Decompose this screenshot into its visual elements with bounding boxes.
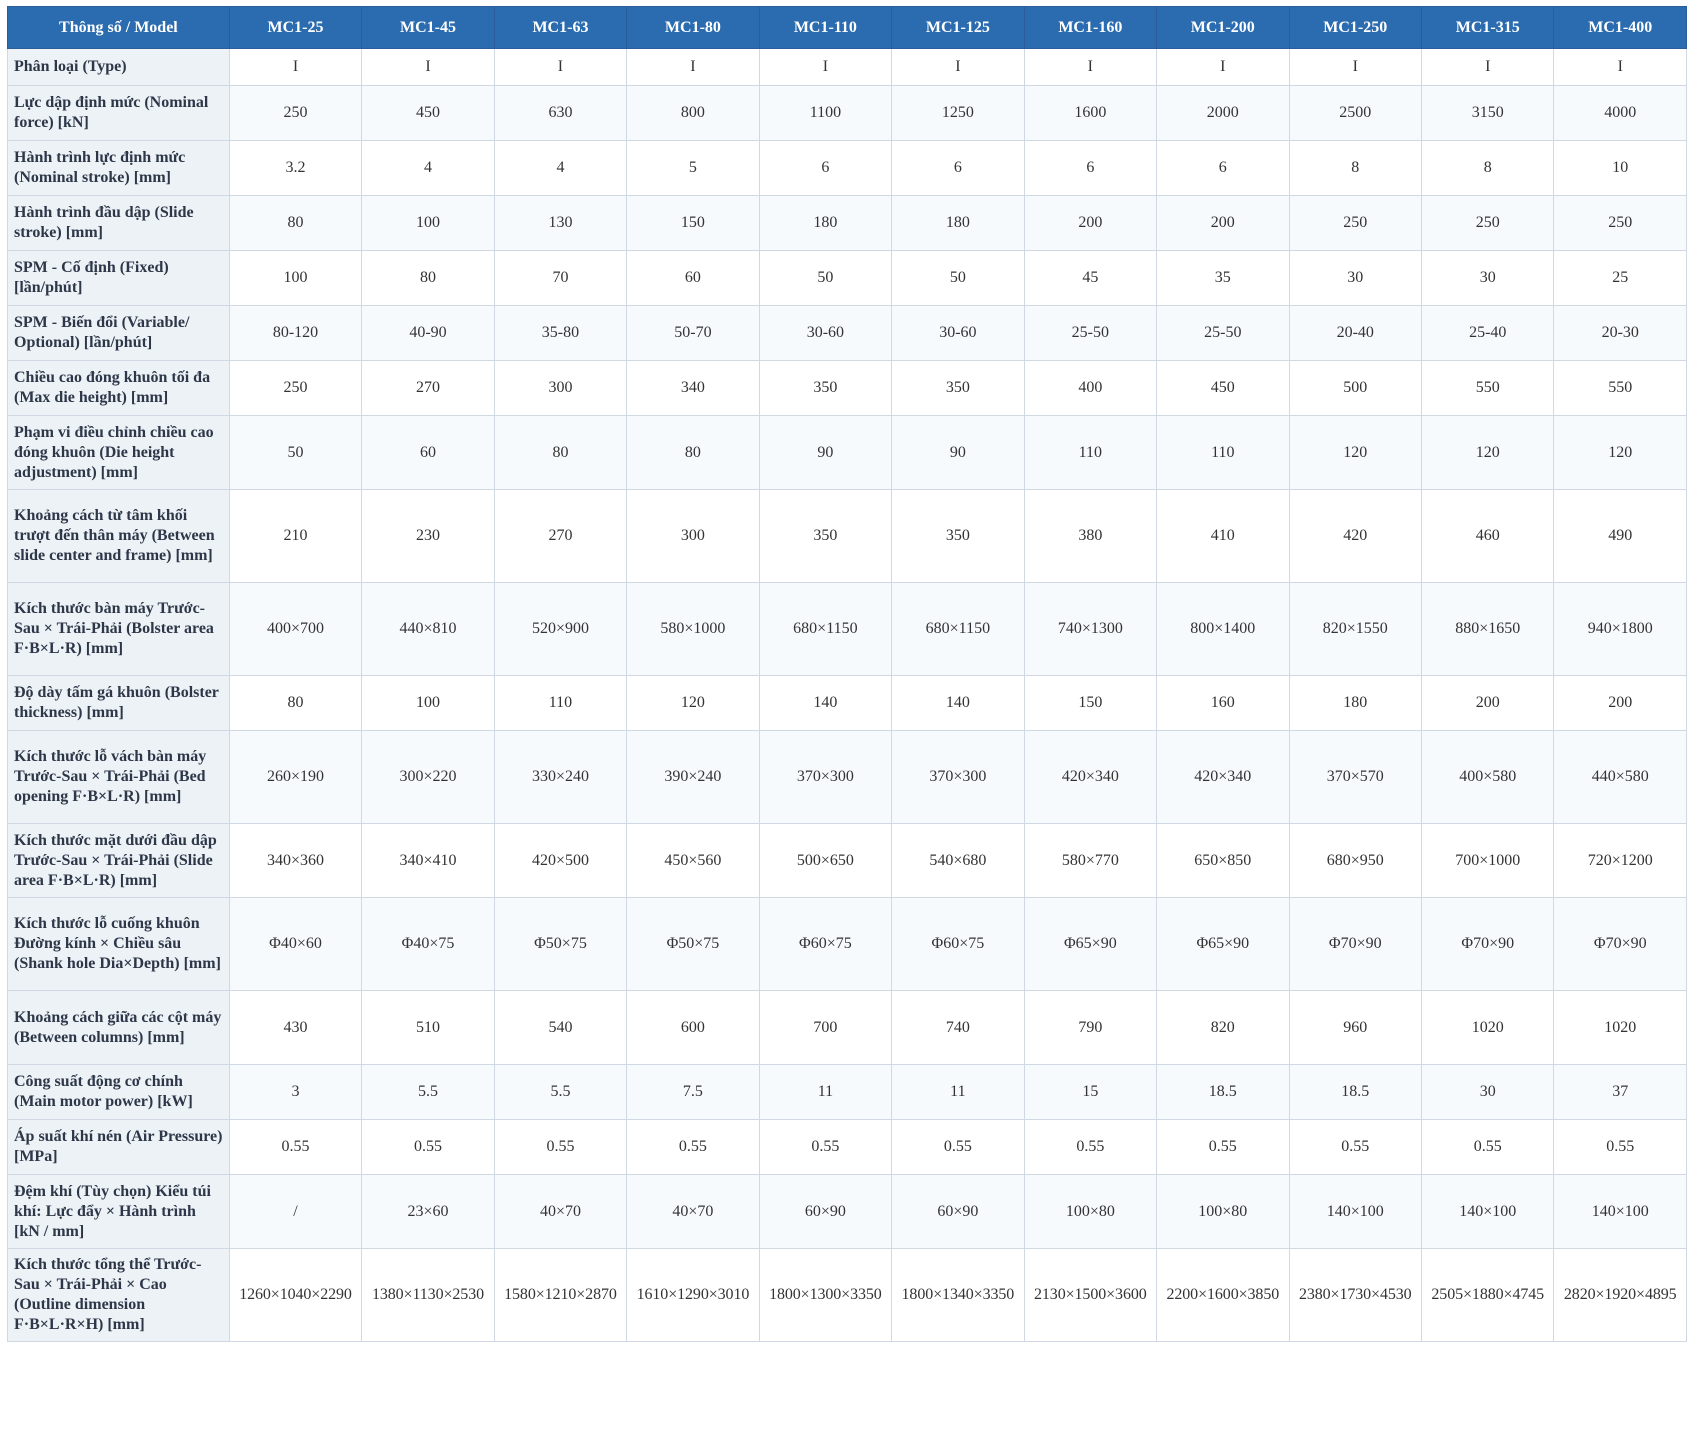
table-cell: 30-60 xyxy=(759,306,891,361)
table-cell: 300 xyxy=(494,361,626,416)
row-label: Phạm vi điều chỉnh chiều cao đóng khuôn (Die height adjustment) [mm] xyxy=(8,416,230,490)
table-cell: 410 xyxy=(1157,490,1289,583)
table-cell: 1800×1300×3350 xyxy=(759,1249,891,1342)
table-cell: 1600 xyxy=(1024,86,1156,141)
table-cell: 340×410 xyxy=(362,824,494,898)
table-cell: 80 xyxy=(362,251,494,306)
table-cell: 200 xyxy=(1157,196,1289,251)
table-cell: 250 xyxy=(1554,196,1687,251)
table-cell: 11 xyxy=(759,1065,891,1120)
table-cell: 3.2 xyxy=(229,141,361,196)
table-cell: Φ40×60 xyxy=(229,898,361,991)
table-cell: 370×570 xyxy=(1289,731,1421,824)
table-cell: 8 xyxy=(1422,141,1554,196)
table-cell: 250 xyxy=(229,361,361,416)
row-label: Độ dày tấm gá khuôn (Bolster thickness) [mm] xyxy=(8,676,230,731)
table-cell: 1250 xyxy=(892,86,1024,141)
table-cell: 550 xyxy=(1554,361,1687,416)
table-cell: 30-60 xyxy=(892,306,1024,361)
table-cell: 6 xyxy=(1024,141,1156,196)
table-cell: Φ50×75 xyxy=(627,898,759,991)
table-row xyxy=(8,1249,1687,1342)
table-cell: 540 xyxy=(494,991,626,1065)
header-cell-model: MC1-250 xyxy=(1289,7,1421,49)
row-label: Phân loại (Type) xyxy=(8,49,230,86)
table-cell: 6 xyxy=(759,141,891,196)
header-cell-model: MC1-125 xyxy=(892,7,1024,49)
table-cell: 2200×1600×3850 xyxy=(1157,1249,1289,1342)
table-cell: 250 xyxy=(229,86,361,141)
table-cell: 370×300 xyxy=(759,731,891,824)
table-cell: 2380×1730×4530 xyxy=(1289,1249,1421,1342)
table-cell: 880×1650 xyxy=(1422,583,1554,676)
table-cell: 550 xyxy=(1422,361,1554,416)
row-label: Kích thước mặt dưới đầu dập Trước-Sau × Trái-Phải (Slide area F·B×L·R) [mm] xyxy=(8,824,230,898)
table-cell: 80 xyxy=(229,676,361,731)
table-cell: 680×1150 xyxy=(892,583,1024,676)
table-cell: 4000 xyxy=(1554,86,1687,141)
table-cell: 140×100 xyxy=(1554,1175,1687,1249)
table-row xyxy=(8,676,1687,731)
table-cell: 140 xyxy=(759,676,891,731)
table-cell: 420×340 xyxy=(1024,731,1156,824)
table-row xyxy=(8,490,1687,583)
table-cell: 0.55 xyxy=(1024,1120,1156,1175)
table-cell: 1260×1040×2290 xyxy=(229,1249,361,1342)
table-body xyxy=(8,49,1687,1342)
table-cell: 120 xyxy=(1289,416,1421,490)
table-cell: 3 xyxy=(229,1065,361,1120)
row-label: SPM - Biến đổi (Variable/ Optional) [lần/phút] xyxy=(8,306,230,361)
table-cell: 2000 xyxy=(1157,86,1289,141)
table-cell: 40-90 xyxy=(362,306,494,361)
table-cell: 100 xyxy=(362,676,494,731)
table-cell: 10 xyxy=(1554,141,1687,196)
table-cell: 0.55 xyxy=(1554,1120,1687,1175)
table-cell: 4 xyxy=(494,141,626,196)
table-cell: 2500 xyxy=(1289,86,1421,141)
spec-table-container xyxy=(7,6,1687,1342)
table-cell: 800 xyxy=(627,86,759,141)
table-cell: 100 xyxy=(229,251,361,306)
table-cell: 150 xyxy=(1024,676,1156,731)
table-cell: 30 xyxy=(1422,1065,1554,1120)
row-label: Công suất động cơ chính (Main motor power) [kW] xyxy=(8,1065,230,1120)
spec-table xyxy=(7,6,1687,1342)
table-cell: 90 xyxy=(759,416,891,490)
table-cell: I xyxy=(1157,49,1289,86)
table-cell: 120 xyxy=(627,676,759,731)
table-cell: 700×1000 xyxy=(1422,824,1554,898)
table-cell: 100×80 xyxy=(1157,1175,1289,1249)
table-cell: 940×1800 xyxy=(1554,583,1687,676)
header-cell-model: MC1-400 xyxy=(1554,7,1687,49)
table-cell: 790 xyxy=(1024,991,1156,1065)
table-cell: 0.55 xyxy=(1289,1120,1421,1175)
table-cell: Φ70×90 xyxy=(1422,898,1554,991)
table-cell: 3150 xyxy=(1422,86,1554,141)
table-cell: 150 xyxy=(627,196,759,251)
table-cell: 440×580 xyxy=(1554,731,1687,824)
table-row xyxy=(8,731,1687,824)
table-cell: 25-50 xyxy=(1157,306,1289,361)
table-cell: I xyxy=(229,49,361,86)
row-label: Kích thước tổng thể Trước-Sau × Trái-Phải × Cao (Outline dimension F·B×L·R×H) [mm] xyxy=(8,1249,230,1342)
table-cell: 1610×1290×3010 xyxy=(627,1249,759,1342)
table-cell: 1100 xyxy=(759,86,891,141)
table-cell: 390×240 xyxy=(627,731,759,824)
table-cell: 60 xyxy=(362,416,494,490)
table-cell: 510 xyxy=(362,991,494,1065)
row-label: Khoảng cách giữa các cột máy (Between columns) [mm] xyxy=(8,991,230,1065)
table-cell: 40×70 xyxy=(494,1175,626,1249)
table-cell: 820 xyxy=(1157,991,1289,1065)
table-cell: 0.55 xyxy=(494,1120,626,1175)
table-cell: 580×770 xyxy=(1024,824,1156,898)
table-cell: 370×300 xyxy=(892,731,1024,824)
table-cell: 40×70 xyxy=(627,1175,759,1249)
table-cell: 120 xyxy=(1554,416,1687,490)
table-cell: 7.5 xyxy=(627,1065,759,1120)
table-cell: 37 xyxy=(1554,1065,1687,1120)
table-cell: 630 xyxy=(494,86,626,141)
table-cell: 340×360 xyxy=(229,824,361,898)
table-cell: 18.5 xyxy=(1289,1065,1421,1120)
table-row xyxy=(8,824,1687,898)
table-cell: 350 xyxy=(759,361,891,416)
table-cell: 0.55 xyxy=(627,1120,759,1175)
table-cell: 340 xyxy=(627,361,759,416)
row-label: SPM - Cố định (Fixed) [lần/phút] xyxy=(8,251,230,306)
header-cell-model: MC1-63 xyxy=(494,7,626,49)
table-row xyxy=(8,306,1687,361)
table-cell: 450 xyxy=(1157,361,1289,416)
table-cell: 740 xyxy=(892,991,1024,1065)
table-cell: 180 xyxy=(759,196,891,251)
table-cell: 960 xyxy=(1289,991,1421,1065)
table-row xyxy=(8,251,1687,306)
table-cell: 50 xyxy=(229,416,361,490)
header-cell-model: MC1-25 xyxy=(229,7,361,49)
table-cell: 440×810 xyxy=(362,583,494,676)
row-label: Kích thước lỗ vách bàn máy Trước-Sau × Trái-Phải (Bed opening F·B×L·R) [mm] xyxy=(8,731,230,824)
table-row xyxy=(8,86,1687,141)
table-cell: 200 xyxy=(1024,196,1156,251)
table-cell: 140×100 xyxy=(1289,1175,1421,1249)
table-cell: 2820×1920×4895 xyxy=(1554,1249,1687,1342)
table-cell: 0.55 xyxy=(892,1120,1024,1175)
table-cell: 1020 xyxy=(1554,991,1687,1065)
table-cell: 600 xyxy=(627,991,759,1065)
table-cell: 0.55 xyxy=(1157,1120,1289,1175)
table-cell: Φ70×90 xyxy=(1289,898,1421,991)
table-cell: 680×1150 xyxy=(759,583,891,676)
table-cell: 380 xyxy=(1024,490,1156,583)
table-cell: 50 xyxy=(759,251,891,306)
header-cell-model: MC1-315 xyxy=(1422,7,1554,49)
table-cell: 0.55 xyxy=(229,1120,361,1175)
table-cell: 250 xyxy=(1289,196,1421,251)
table-cell: 500 xyxy=(1289,361,1421,416)
table-cell: 80 xyxy=(229,196,361,251)
table-cell: 300×220 xyxy=(362,731,494,824)
table-cell: 230 xyxy=(362,490,494,583)
table-row xyxy=(8,196,1687,251)
table-cell: Φ65×90 xyxy=(1157,898,1289,991)
table-cell: 100 xyxy=(362,196,494,251)
table-row xyxy=(8,1065,1687,1120)
table-cell: 400×700 xyxy=(229,583,361,676)
table-cell: 100×80 xyxy=(1024,1175,1156,1249)
table-cell: Φ60×75 xyxy=(892,898,1024,991)
table-row xyxy=(8,991,1687,1065)
header-cell-parameter: Thông số / Model xyxy=(8,7,230,49)
table-cell: 2505×1880×4745 xyxy=(1422,1249,1554,1342)
table-cell: 110 xyxy=(1157,416,1289,490)
row-label: Lực dập định mức (Nominal force) [kN] xyxy=(8,86,230,141)
table-cell: 500×650 xyxy=(759,824,891,898)
table-cell: I xyxy=(1024,49,1156,86)
table-cell: Φ50×75 xyxy=(494,898,626,991)
row-label: Kích thước lỗ cuống khuôn Đường kính × Chiều sâu (Shank hole Dia×Depth) [mm] xyxy=(8,898,230,991)
table-row xyxy=(8,49,1687,86)
table-cell: 5.5 xyxy=(494,1065,626,1120)
table-cell: Φ60×75 xyxy=(759,898,891,991)
row-label: Kích thước bàn máy Trước-Sau × Trái-Phải (Bolster area F·B×L·R) [mm] xyxy=(8,583,230,676)
table-cell: 0.55 xyxy=(1422,1120,1554,1175)
table-cell: 110 xyxy=(1024,416,1156,490)
table-cell: I xyxy=(1554,49,1687,86)
table-cell: 250 xyxy=(1422,196,1554,251)
table-cell: 160 xyxy=(1157,676,1289,731)
table-cell: 350 xyxy=(892,490,1024,583)
table-cell: 50-70 xyxy=(627,306,759,361)
table-cell: 80-120 xyxy=(229,306,361,361)
table-cell: 820×1550 xyxy=(1289,583,1421,676)
table-cell: I xyxy=(892,49,1024,86)
table-cell: 35-80 xyxy=(494,306,626,361)
table-cell: 80 xyxy=(494,416,626,490)
table-row xyxy=(8,583,1687,676)
table-cell: 5.5 xyxy=(362,1065,494,1120)
table-cell: 300 xyxy=(627,490,759,583)
table-cell: I xyxy=(1422,49,1554,86)
table-row xyxy=(8,1120,1687,1175)
table-cell: 70 xyxy=(494,251,626,306)
table-cell: 60 xyxy=(627,251,759,306)
row-label: Chiều cao đóng khuôn tối đa (Max die height) [mm] xyxy=(8,361,230,416)
table-cell: 140 xyxy=(892,676,1024,731)
table-cell: 420×340 xyxy=(1157,731,1289,824)
table-row xyxy=(8,361,1687,416)
table-cell: 23×60 xyxy=(362,1175,494,1249)
table-cell: 110 xyxy=(494,676,626,731)
table-cell: 15 xyxy=(1024,1065,1156,1120)
table-cell: 540×680 xyxy=(892,824,1024,898)
table-cell: 490 xyxy=(1554,490,1687,583)
table-cell: 6 xyxy=(1157,141,1289,196)
table-cell: I xyxy=(627,49,759,86)
table-cell: 30 xyxy=(1422,251,1554,306)
header-cell-model: MC1-110 xyxy=(759,7,891,49)
table-cell: 35 xyxy=(1157,251,1289,306)
table-cell: 200 xyxy=(1422,676,1554,731)
table-cell: 210 xyxy=(229,490,361,583)
table-row xyxy=(8,141,1687,196)
table-cell: 1380×1130×2530 xyxy=(362,1249,494,1342)
row-label: Đệm khí (Tùy chọn) Kiểu túi khí: Lực đẩy × Hành trình [kN / mm] xyxy=(8,1175,230,1249)
table-cell: 450 xyxy=(362,86,494,141)
table-cell: 800×1400 xyxy=(1157,583,1289,676)
table-cell: 18.5 xyxy=(1157,1065,1289,1120)
table-cell: 180 xyxy=(1289,676,1421,731)
table-cell: 520×900 xyxy=(494,583,626,676)
table-cell: 460 xyxy=(1422,490,1554,583)
table-cell: 680×950 xyxy=(1289,824,1421,898)
table-cell: 25-50 xyxy=(1024,306,1156,361)
row-label: Khoảng cách từ tâm khối trượt đến thân máy (Between slide center and frame) [mm] xyxy=(8,490,230,583)
table-cell: 200 xyxy=(1554,676,1687,731)
table-cell: I xyxy=(362,49,494,86)
table-cell: 740×1300 xyxy=(1024,583,1156,676)
table-cell: 580×1000 xyxy=(627,583,759,676)
table-cell: 25-40 xyxy=(1422,306,1554,361)
table-cell: Φ65×90 xyxy=(1024,898,1156,991)
table-cell: 350 xyxy=(892,361,1024,416)
table-cell: 400 xyxy=(1024,361,1156,416)
table-cell: / xyxy=(229,1175,361,1249)
table-cell: 45 xyxy=(1024,251,1156,306)
header-cell-model: MC1-80 xyxy=(627,7,759,49)
table-cell: 25 xyxy=(1554,251,1687,306)
table-cell: 130 xyxy=(494,196,626,251)
table-cell: 8 xyxy=(1289,141,1421,196)
table-cell: 1800×1340×3350 xyxy=(892,1249,1024,1342)
table-cell: 330×240 xyxy=(494,731,626,824)
table-cell: 0.55 xyxy=(362,1120,494,1175)
table-cell: 420×500 xyxy=(494,824,626,898)
table-cell: 2130×1500×3600 xyxy=(1024,1249,1156,1342)
table-header xyxy=(8,7,1687,49)
table-cell: 0.55 xyxy=(759,1120,891,1175)
table-cell: 60×90 xyxy=(892,1175,1024,1249)
table-cell: 260×190 xyxy=(229,731,361,824)
table-cell: 5 xyxy=(627,141,759,196)
table-cell: I xyxy=(759,49,891,86)
table-cell: 270 xyxy=(362,361,494,416)
table-cell: 180 xyxy=(892,196,1024,251)
table-cell: 140×100 xyxy=(1422,1175,1554,1249)
row-label: Hành trình lực định mức (Nominal stroke) [mm] xyxy=(8,141,230,196)
table-cell: 270 xyxy=(494,490,626,583)
table-cell: 120 xyxy=(1422,416,1554,490)
table-cell: Φ70×90 xyxy=(1554,898,1687,991)
header-cell-model: MC1-200 xyxy=(1157,7,1289,49)
table-cell: 430 xyxy=(229,991,361,1065)
table-row xyxy=(8,1175,1687,1249)
table-cell: Φ40×75 xyxy=(362,898,494,991)
header-cell-model: MC1-45 xyxy=(362,7,494,49)
table-cell: 90 xyxy=(892,416,1024,490)
table-cell: I xyxy=(494,49,626,86)
header-row xyxy=(8,7,1687,49)
table-cell: 450×560 xyxy=(627,824,759,898)
table-cell: 20-40 xyxy=(1289,306,1421,361)
header-cell-model: MC1-160 xyxy=(1024,7,1156,49)
table-cell: 720×1200 xyxy=(1554,824,1687,898)
table-cell: 80 xyxy=(627,416,759,490)
table-cell: 350 xyxy=(759,490,891,583)
table-row xyxy=(8,416,1687,490)
table-cell: 30 xyxy=(1289,251,1421,306)
table-cell: 20-30 xyxy=(1554,306,1687,361)
row-label: Hành trình đầu dập (Slide stroke) [mm] xyxy=(8,196,230,251)
table-row xyxy=(8,898,1687,991)
table-cell: 4 xyxy=(362,141,494,196)
table-cell: I xyxy=(1289,49,1421,86)
table-cell: 60×90 xyxy=(759,1175,891,1249)
table-cell: 6 xyxy=(892,141,1024,196)
table-cell: 400×580 xyxy=(1422,731,1554,824)
table-cell: 420 xyxy=(1289,490,1421,583)
table-cell: 1020 xyxy=(1422,991,1554,1065)
row-label: Áp suất khí nén (Air Pressure) [MPa] xyxy=(8,1120,230,1175)
table-cell: 11 xyxy=(892,1065,1024,1120)
table-cell: 1580×1210×2870 xyxy=(494,1249,626,1342)
table-cell: 650×850 xyxy=(1157,824,1289,898)
table-cell: 700 xyxy=(759,991,891,1065)
table-cell: 50 xyxy=(892,251,1024,306)
